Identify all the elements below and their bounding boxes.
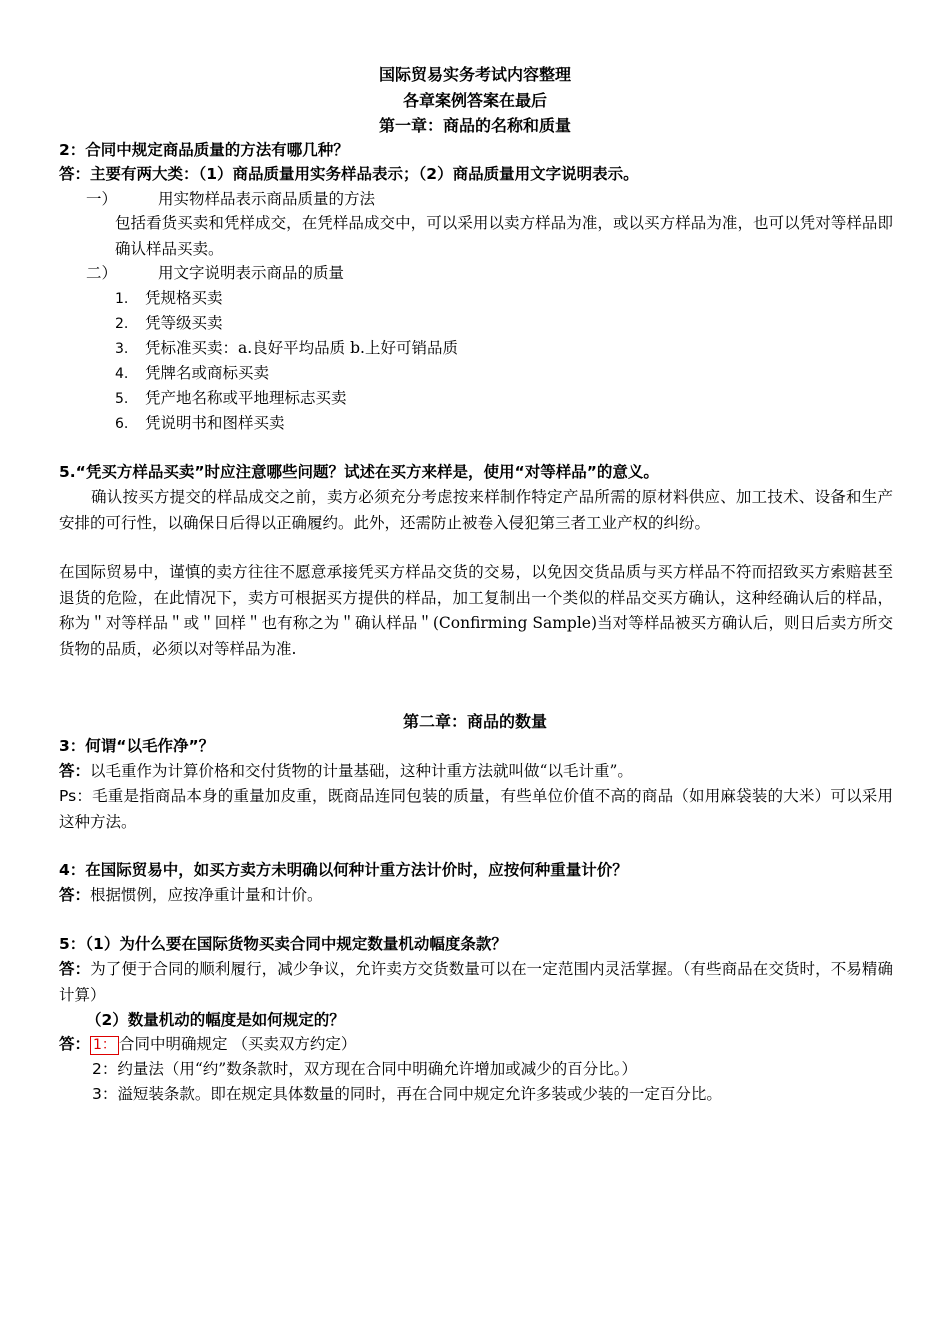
question-4: 4：在国际贸易中，如买方卖方未明确以何种计重方法计价时，应按何种重量计价？ bbox=[59, 861, 628, 879]
doc-title: 国际贸易实务考试内容整理 bbox=[378, 65, 571, 84]
section-2-mark: 二） bbox=[86, 264, 118, 282]
list-item: 4. 凭牌名或商标买卖 bbox=[115, 364, 270, 382]
answer-4: 答：根据惯例，应按净重计量和计价。 bbox=[59, 886, 323, 904]
question-5: 5.“凭买方样品买卖”时应注意哪些问题？试述在买方来样是，使用“对等样品”的意义。 bbox=[59, 463, 659, 481]
section-2-title: 用文字说明表示商品的质量 bbox=[158, 264, 345, 282]
section-1-body: 包括看货买卖和凭样成交，在凭样品成交中，可以采用以卖方样品为准，或以买方样品为准，也可以凭对等样品即确认样品买卖。 bbox=[115, 214, 893, 258]
section-1-heading bbox=[86, 187, 375, 212]
list-item: 3. 凭标准买卖：a.良好平均品质 b.上好可销品质 bbox=[115, 339, 458, 357]
section-1-title: 用实物样品表示商品质量的方法 bbox=[158, 190, 376, 208]
list-item: 1. 凭规格买卖 bbox=[115, 289, 223, 307]
quality-method-list bbox=[115, 286, 458, 436]
answer-2: 答：主要有两大类：（1）商品质量用实务样品表示；（2）商品质量用文字说明表示。 bbox=[59, 165, 639, 183]
section-2-heading bbox=[86, 261, 344, 286]
doc-subtitle: 各章案例答案在最后 bbox=[402, 91, 547, 110]
answer-3: 答：以毛重作为计算价格和交付货物的计量基础，这种计重方法就叫做“以毛计重”。 bbox=[59, 762, 633, 780]
question-5c: （2）数量机动的幅度是如何规定的？ bbox=[86, 1011, 345, 1029]
ps-note: Ps：毛重是指商品本身的重量加皮重，既商品连同包装的质量，有些单位价值不高的商品（如用麻袋装的大米）可以采用这种方法。 bbox=[59, 787, 893, 831]
question-2: 2：合同中规定商品质量的方法有哪几种？ bbox=[59, 141, 349, 159]
highlight-box: 1： bbox=[90, 1036, 119, 1055]
question-5-paragraph-2: 在国际贸易中，谨慎的卖方往往不愿意承接凭买方样品交货的交易，以免因交货品质与买方样品不符而招致买方索赔甚至退货的危险，在此情况下，卖方可根据买方提供的样品，加工复制出一个类似的样品交买方确认，这种经确认后的样品，称为＂对等样品＂或＂回样＂也有称之为＂确认样品＂(Confirming Sample)当对等样品被买方确认后，则日后卖方所交货物的品质，必须以对等样品为准. bbox=[59, 563, 893, 658]
answer-5c-item-2: 2：约量法（用“约”数条款时，双方现在合同中明确允许增加或减少的百分比。） bbox=[92, 1060, 637, 1078]
answer-5b: 答：为了便于合同的顺利履行，减少争议，允许卖方交货数量可以在一定范围内灵活掌握。（有些商品在交货时，不易精确计算） bbox=[59, 960, 893, 1004]
question-3: 3：何谓“以毛作净”？ bbox=[59, 737, 215, 755]
question-5-paragraph-1: 确认按买方提交的样品成交之前，卖方必须充分考虑按来样制作特定产品所需的原材料供应、加工技术、设备和生产安排的可行性，以确保日后得以正确履约。此外，还需防止被卷入侵犯第三者工业产权的纠纷。 bbox=[59, 488, 893, 532]
chapter-1-heading: 第一章：商品的名称和质量 bbox=[378, 116, 571, 135]
answer-5c-item-3: 3：溢短装条款。即在规定具体数量的同时，再在合同中规定允许多装或少装的一定百分比。 bbox=[92, 1085, 722, 1103]
chapter-2-heading: 第二章：商品的数量 bbox=[402, 712, 547, 731]
answer-5c-item-1: 答： 1： 合同中明确规定 （买卖双方约定） bbox=[59, 1035, 357, 1053]
list-item: 5. 凭产地名称或平地理标志买卖 bbox=[115, 389, 347, 407]
question-5b: 5：（1）为什么要在国际货物买卖合同中规定数量机动幅度条款？ bbox=[59, 935, 507, 953]
list-item: 2. 凭等级买卖 bbox=[115, 314, 223, 332]
list-item: 6. 凭说明书和图样买卖 bbox=[115, 414, 285, 432]
section-1-mark: 一） bbox=[86, 190, 118, 208]
